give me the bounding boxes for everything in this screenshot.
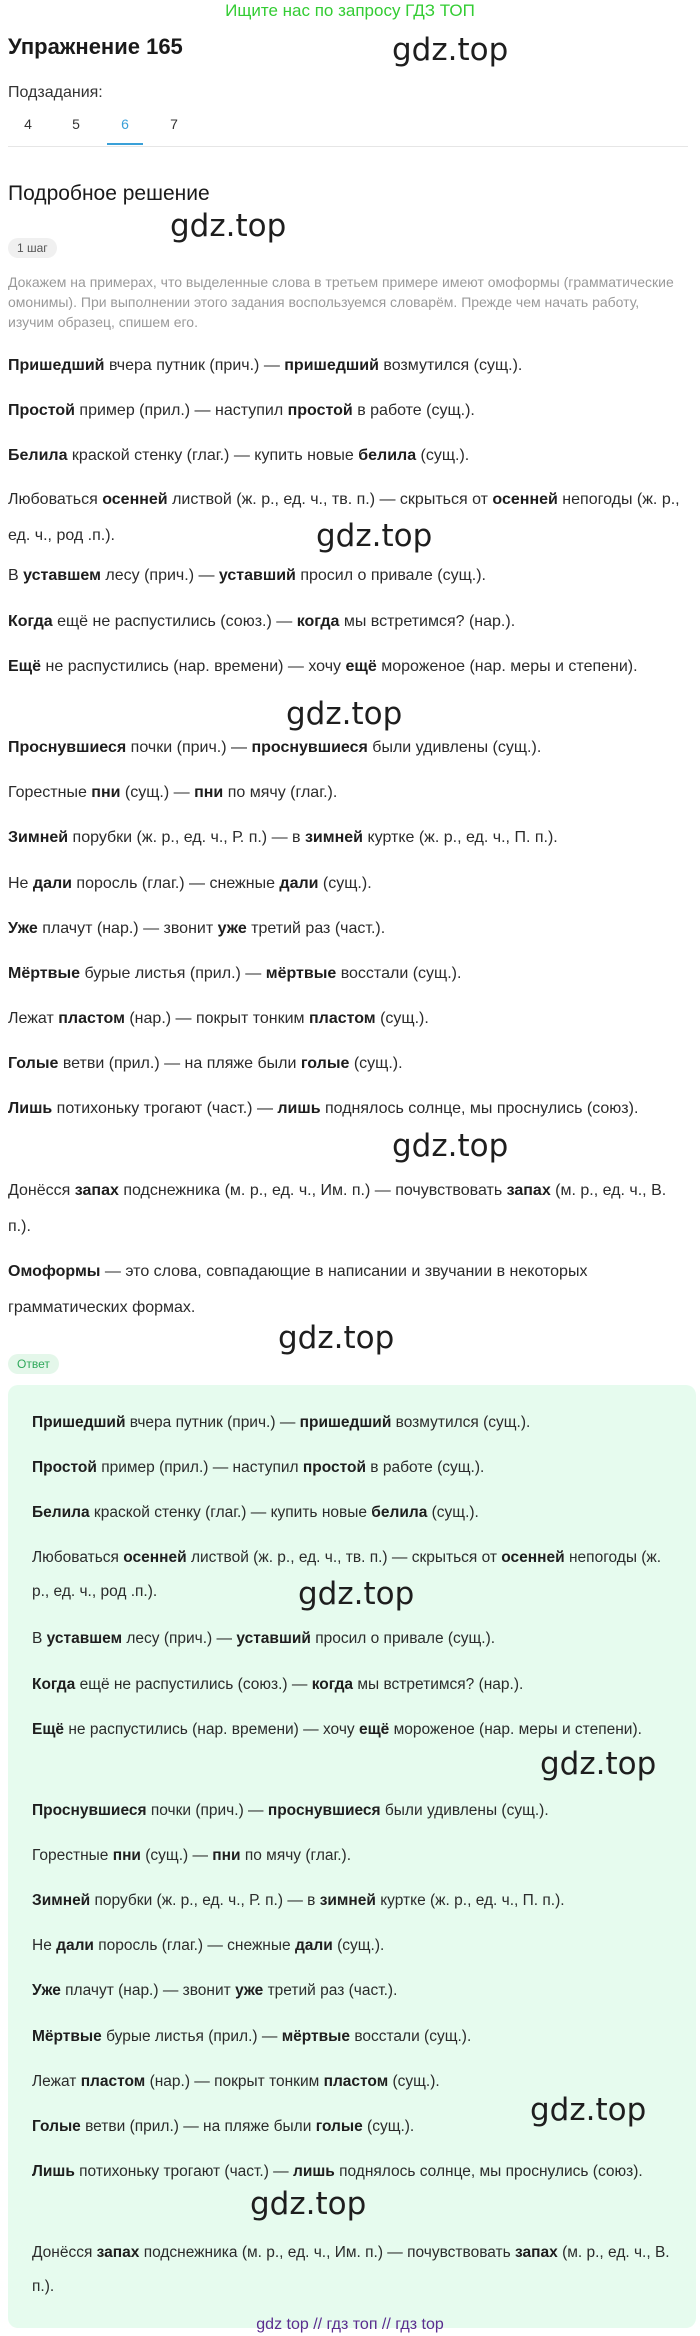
answer-line: Мёртвые бурые листья (прил.) — мёртвые восстали (сущ.). <box>32 2028 472 2045</box>
answer-line: Лишь потихоньку трогают (част.) — лишь поднялось солнце, мы проснулись (союз). <box>32 2163 643 2180</box>
tab-7[interactable]: 7 <box>170 116 178 132</box>
watermark: gdz.top <box>316 518 433 554</box>
answer-line: Донёсся запах подснежника (м. р., ед. ч., Им. п.) — почувствовать запах (м. р., ед. ч., В. п.). <box>32 2244 670 2295</box>
solution-line: Пришедший вчера путник (прич.) — пришедший возмутился (сущ.). <box>8 357 523 374</box>
answer-line: В уставшем лесу (прич.) — уставший просил о привале (сущ.). <box>32 1630 496 1647</box>
solution-line: Лишь потихоньку трогают (част.) — лишь поднялось солнце, мы проснулись (союз). <box>8 1100 639 1117</box>
exercise-title: Упражнение 165 <box>8 34 183 59</box>
step-badge: 1 шаг <box>8 238 57 258</box>
solution-line: Проснувшиеся почки (прич.) — проснувшиеся были удивлены (сущ.). <box>8 739 542 756</box>
solution-line: Горестные пни (сущ.) — пни по мячу (глаг.). <box>8 784 338 801</box>
solution-line: Когда ещё не распустились (союз.) — когда мы встретимся? (нар.). <box>8 613 516 630</box>
answer-line: Ещё не распустились (нар. времени) — хочу ещё мороженое (нар. меры и степени). <box>32 1721 642 1738</box>
subtasks-label: Подзадания: <box>8 84 103 101</box>
answer-line: Не дали поросль (глаг.) — снежные дали (сущ.). <box>32 1937 385 1954</box>
answer-line: Уже плачут (нар.) — звонит уже третий раз (част.). <box>32 1982 398 1999</box>
answer-line: Проснувшиеся почки (прич.) — проснувшиеся были удивлены (сущ.). <box>32 1802 549 1819</box>
footer-links[interactable]: gdz top // гдз топ // гдз top <box>256 2316 444 2333</box>
solution-title: Подробное решение <box>8 182 210 205</box>
tab-4[interactable]: 4 <box>24 116 32 132</box>
answer-line: Любоваться осенней листвой (ж. р., ед. ч., тв. п.) — скрыться от осенней непогоды (ж. р., ед. ч., род .п.). <box>32 1549 662 1600</box>
search-banner: Ищите нас по запросу ГДЗ ТОП <box>225 1 475 20</box>
answer-line: Зимней порубки (ж. р., ед. ч., Р. п.) — в зимней куртке (ж. р., ед. ч., П. п.). <box>32 1892 565 1909</box>
watermark: gdz.top <box>392 32 509 68</box>
solution-line: Уже плачут (нар.) — звонит уже третий раз (част.). <box>8 920 386 937</box>
tab-5[interactable]: 5 <box>72 116 80 132</box>
answer-line: Пришедший вчера путник (прич.) — пришедший возмутился (сущ.). <box>32 1414 531 1431</box>
solution-line: Простой пример (прил.) — наступил простой в работе (сущ.). <box>8 402 475 419</box>
solution-line: Голые ветви (прил.) — на пляже были голые (сущ.). <box>8 1055 403 1072</box>
answer-line: Горестные пни (сущ.) — пни по мячу (глаг.). <box>32 1847 352 1864</box>
solution-line: Ещё не распустились (нар. времени) — хочу ещё мороженое (нар. меры и степени). <box>8 658 638 675</box>
answer-line: Белила краской стенку (глаг.) — купить новые белила (сущ.). <box>32 1504 479 1521</box>
definition-line: Омоформы — это слова, совпадающие в написании и звучании в некоторых грамматических формах. <box>8 1263 588 1316</box>
solution-line: Не дали поросль (глаг.) — снежные дали (сущ.). <box>8 875 372 892</box>
answer-line: Голые ветви (прил.) — на пляже были голые (сущ.). <box>32 2118 415 2135</box>
tab-6[interactable]: 6 <box>115 116 135 132</box>
watermark: gdz.top <box>286 696 403 732</box>
watermark: gdz.top <box>530 2092 647 2128</box>
watermark: gdz.top <box>392 1128 509 1164</box>
watermark: gdz.top <box>170 208 287 244</box>
subtask-tabs <box>8 106 688 147</box>
solution-line: Зимней порубки (ж. р., ед. ч., Р. п.) — в зимней куртке (ж. р., ед. ч., П. п.). <box>8 829 558 846</box>
intro-text: Докажем на примерах, что выделенные слова в третьем примере имеют омоформы (грамматические омонимы). При выполнении этого задания воспользуемся словарём. Прежде чем начать работу, изучим образец, спишем его. <box>8 274 674 330</box>
answer-line: Лежат пластом (нар.) — покрыт тонким пластом (сущ.). <box>32 2073 440 2090</box>
solution-line: Донёсся запах подснежника (м. р., ед. ч., Им. п.) — почувствовать запах (м. р., ед. ч., В. п.). <box>8 1182 667 1235</box>
watermark: gdz.top <box>278 1320 395 1356</box>
answer-line: Простой пример (прил.) — наступил простой в работе (сущ.). <box>32 1459 485 1476</box>
answer-line: Когда ещё не распустились (союз.) — когда мы встретимся? (нар.). <box>32 1676 524 1693</box>
solution-line: Лежат пластом (нар.) — покрыт тонким пластом (сущ.). <box>8 1010 429 1027</box>
solution-line: Любоваться осенней листвой (ж. р., ед. ч., тв. п.) — скрыться от осенней непогоды (ж. р., ед. ч., род .п.). <box>8 491 680 544</box>
watermark: gdz.top <box>540 1746 657 1782</box>
solution-line: Белила краской стенку (глаг.) — купить новые белила (сущ.). <box>8 447 470 464</box>
watermark: gdz.top <box>298 1576 415 1612</box>
solution-line: Мёртвые бурые листья (прил.) — мёртвые восстали (сущ.). <box>8 965 462 982</box>
solution-line: В уставшем лесу (прич.) — уставший просил о привале (сущ.). <box>8 567 486 584</box>
answer-badge: Ответ <box>8 1354 59 1374</box>
watermark: gdz.top <box>250 2186 367 2222</box>
